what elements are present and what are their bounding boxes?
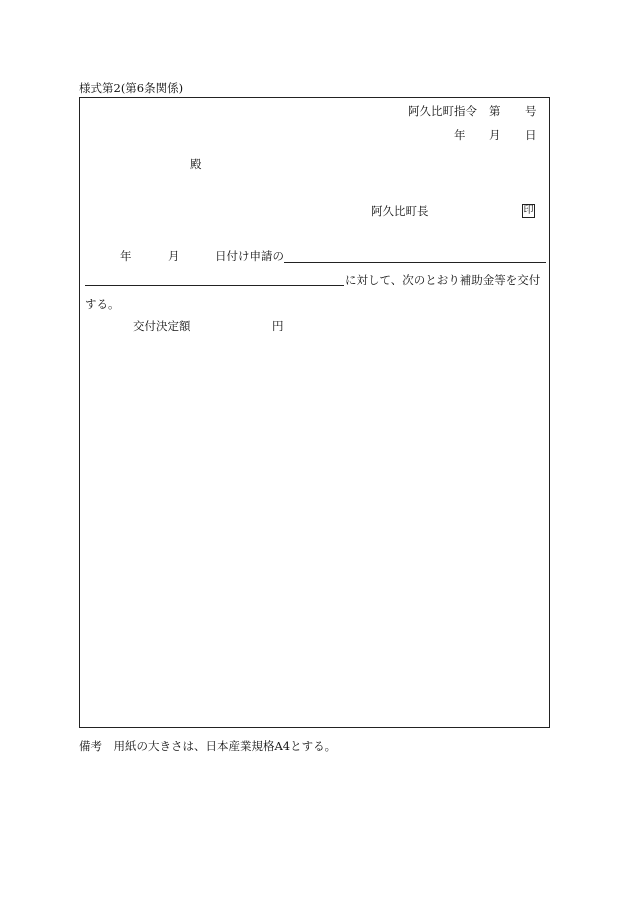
application-name-blank <box>284 262 546 263</box>
grant-amount-unit: 円 <box>272 319 284 333</box>
issuer-number-prefix: 阿久比町指令 <box>408 104 477 118</box>
footnote: 備考 用紙の大きさは、日本産業規格A4とする。 <box>79 739 337 753</box>
date-year: 年 <box>454 128 466 142</box>
body-month: 月 <box>168 249 180 263</box>
form-border <box>79 97 550 728</box>
date-month: 月 <box>489 128 501 142</box>
addressee-suffix: 殿 <box>190 157 202 171</box>
body-line2: に対して、次のとおり補助金等を交付 <box>345 273 541 287</box>
mayor-title: 阿久比町長 <box>371 204 429 218</box>
grant-amount-label: 交付決定額 <box>133 319 191 333</box>
number-go: 号 <box>525 104 537 118</box>
application-name-blank-2 <box>85 285 344 286</box>
date-day: 日 <box>525 128 537 142</box>
seal-mark: 印 <box>523 205 534 216</box>
application-dated: 日付け申請の <box>215 249 284 263</box>
body-year: 年 <box>120 249 132 263</box>
form-label: 様式第2(第6条関係) <box>79 81 184 95</box>
number-dai: 第 <box>489 104 501 118</box>
body-line3: する。 <box>85 297 120 311</box>
